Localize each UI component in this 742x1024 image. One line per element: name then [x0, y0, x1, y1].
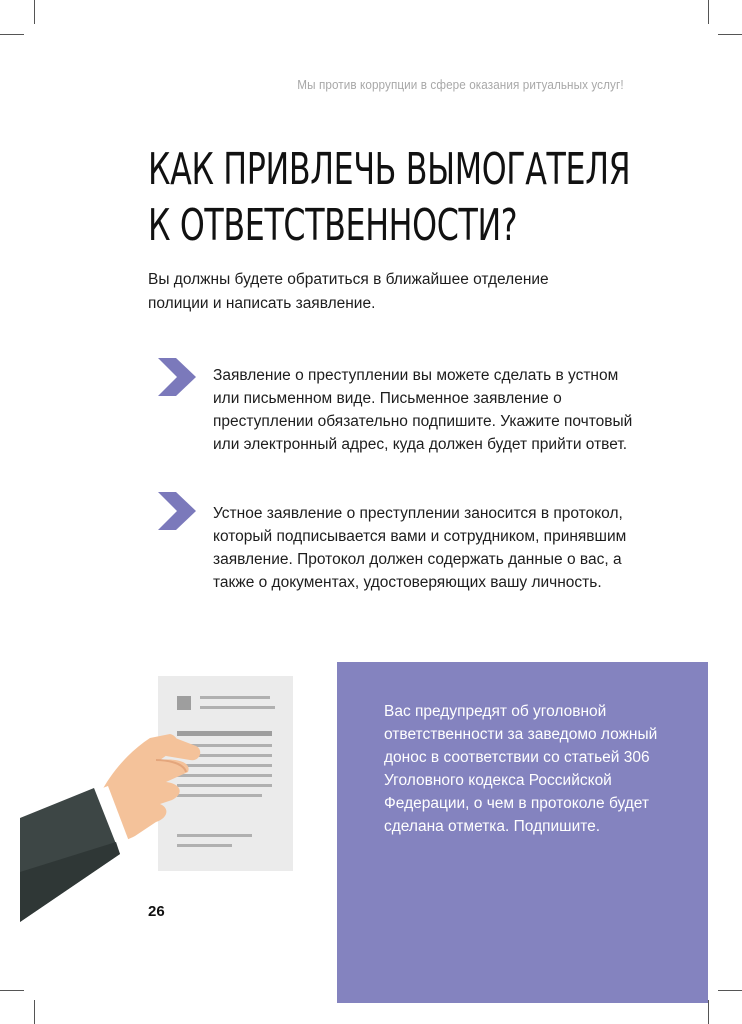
crop-mark [0, 990, 24, 991]
crop-mark [34, 1000, 35, 1024]
crop-mark [708, 1000, 709, 1024]
callout-text: Вас предупредят об уголовной ответственности за заведомо ложный донос в соответствии со статьей 306 Уголовного кодекса Российской Федерации, о чем в протоколе будет сделана отметка. Подпишите. [384, 703, 658, 835]
document-line [177, 844, 232, 847]
bullet-text: Заявление о преступлении вы можете сделать в устном или письменном виде. Письменное заявление о преступлении обязательно подпишите. Укажите почтовый или электронный адрес, куда должен будет прийти ответ. [213, 367, 633, 453]
document-line [177, 774, 272, 777]
chevron-right-icon [156, 356, 198, 398]
document-line [200, 706, 275, 709]
intro-paragraph: Вы должны будете обратиться в ближайшее отделение полиции и написать заявление. [148, 271, 549, 312]
crop-mark [0, 34, 24, 35]
document-line [177, 794, 262, 797]
document-line [200, 696, 270, 699]
callout-box [337, 662, 708, 1003]
bullet-text: Устное заявление о преступлении заносится в протокол, который подписывается вами и сотрудником, принявшим заявление. Протокол должен содержать данные о вас, а также о документах, удостоверяющих вашу личность. [213, 505, 627, 591]
page-number: 26 [148, 903, 165, 920]
chevron-right-icon [156, 490, 198, 532]
page-title-line-1: КАК ПРИВЛЕЧЬ ВЫМОГАТЕЛЯ [148, 144, 631, 195]
crop-mark [34, 0, 35, 24]
document-line [177, 784, 272, 787]
document-line [177, 764, 272, 767]
crop-mark [708, 0, 709, 24]
hand-holding-document-illustration [20, 676, 320, 936]
document-photo-box [177, 696, 191, 710]
running-header: Мы против коррупции в сфере оказания ритуальных услуг! [297, 77, 624, 92]
document-line [177, 834, 252, 837]
crop-mark [718, 990, 742, 991]
page-title [148, 142, 630, 254]
crop-mark [718, 34, 742, 35]
page-title-line-2: К ОТВЕТСТВЕННОСТИ? [148, 200, 518, 251]
document-line [177, 731, 272, 736]
